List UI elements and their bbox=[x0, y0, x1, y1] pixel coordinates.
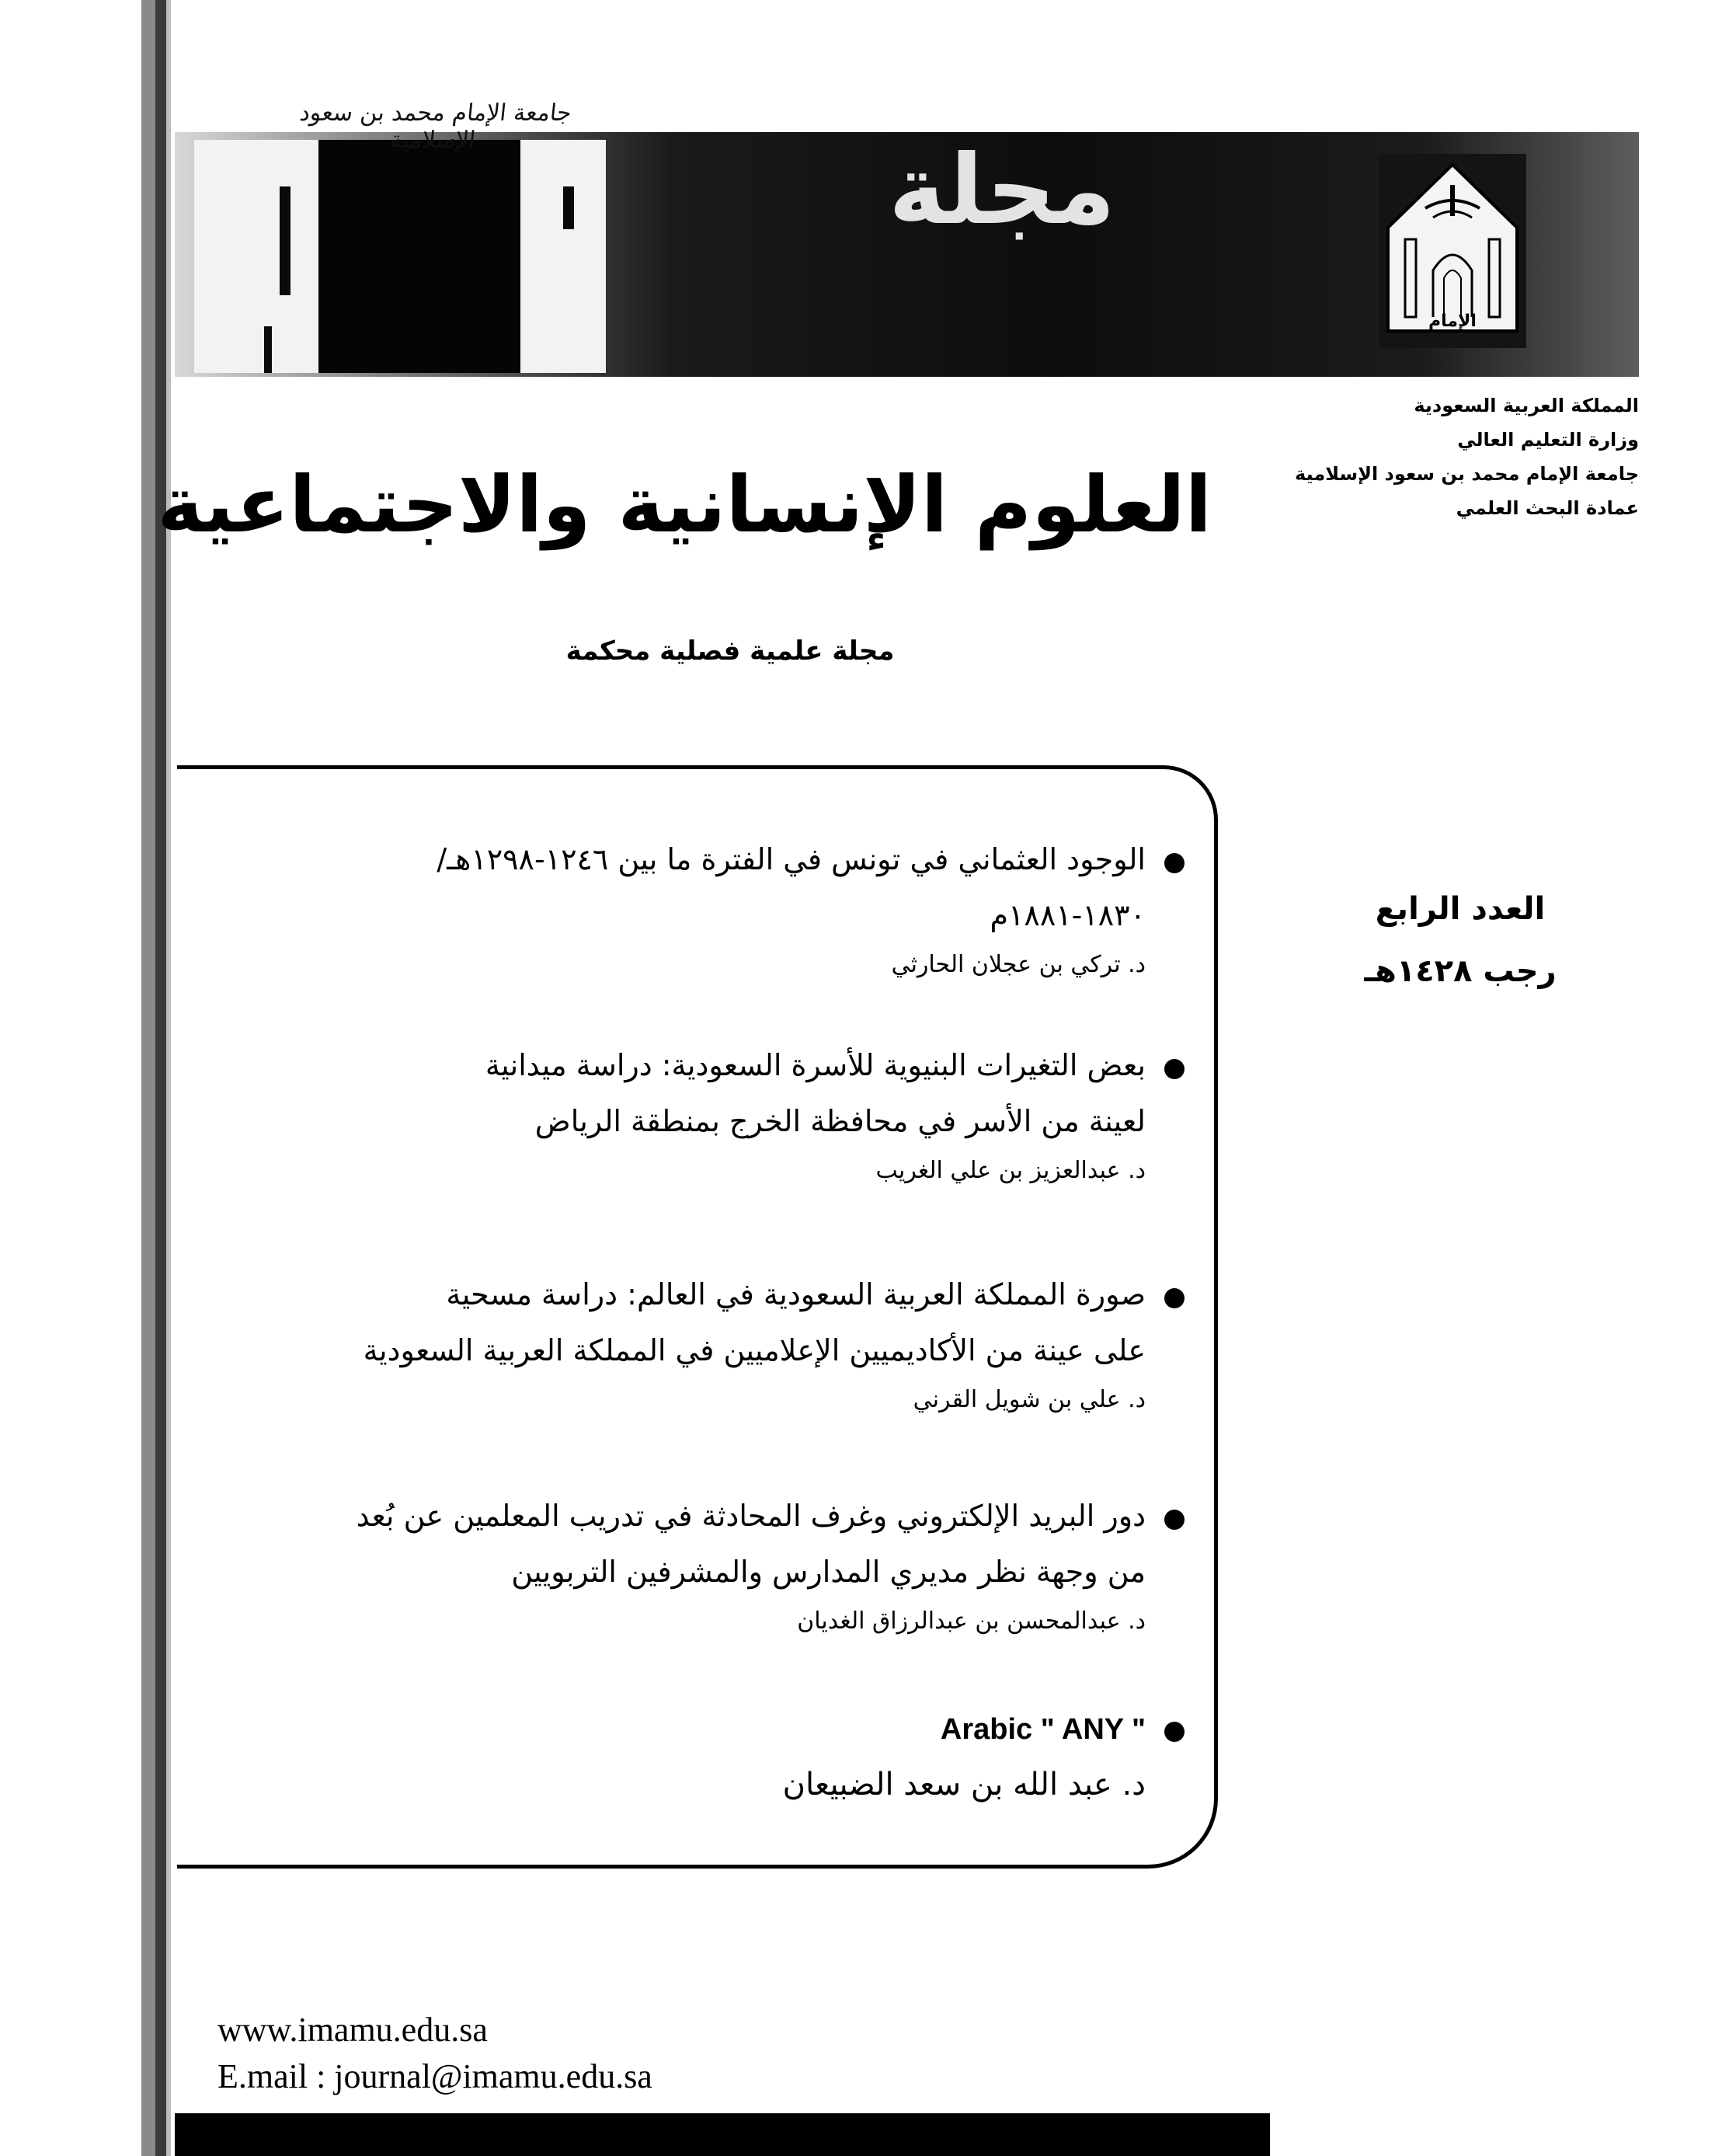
article-entry bbox=[210, 1488, 1185, 1643]
ministry-line: جامعة الإمام محمد بن سعود الإسلامية bbox=[1295, 463, 1639, 485]
bullet-icon bbox=[1164, 1059, 1185, 1079]
article-entry bbox=[210, 1266, 1185, 1422]
ministry-line: وزارة التعليم العالي bbox=[1457, 429, 1639, 451]
issue-number: العدد الرابع bbox=[1375, 891, 1546, 927]
article-author: د. علي بن شويل القرني bbox=[913, 1386, 1146, 1413]
journal-subtitle: مجلة علمية فصلية محكمة bbox=[565, 636, 895, 667]
bullet-icon bbox=[1164, 1288, 1185, 1308]
binding-edge bbox=[141, 0, 155, 2156]
article-title-line: لعينة من الأسر في محافظة الخرج بمنطقة الرياض bbox=[534, 1104, 1146, 1138]
website-url[interactable]: www.imamu.edu.sa bbox=[217, 2011, 488, 2049]
binding-edge-highlight bbox=[166, 0, 171, 2156]
article-entry bbox=[210, 1701, 1185, 1812]
journal-title: العلوم الإنسانية والاجتماعية bbox=[157, 459, 1212, 550]
article-title-line: ١٨٣٠-١٨٨١م bbox=[990, 898, 1146, 932]
article-title-line: بعض التغيرات البنيوية للأسرة السعودية: دراسة ميدانية bbox=[485, 1048, 1146, 1082]
building-photo-window bbox=[563, 186, 574, 229]
article-title-line: على عينة من الأكاديميين الإعلاميين في المملكة العربية السعودية bbox=[363, 1333, 1146, 1367]
contact-email[interactable]: E.mail : journal@imamu.edu.sa bbox=[217, 2057, 652, 2095]
ministry-line: عمادة البحث العلمي bbox=[1456, 497, 1639, 519]
ministry-line: المملكة العربية السعودية bbox=[1414, 395, 1639, 416]
article-author: د. عبدالعزيز بن علي الغريب bbox=[875, 1157, 1146, 1184]
issue-date: رجب ١٤٢٨هـ bbox=[1364, 953, 1557, 989]
article-author: د. عبدالمحسن بن عبدالرزاق الغديان bbox=[797, 1607, 1146, 1635]
article-entry bbox=[210, 1037, 1185, 1193]
magazine-word: مجلة bbox=[889, 134, 1115, 246]
footer-bar bbox=[175, 2113, 1270, 2156]
building-photo-window bbox=[280, 186, 290, 295]
university-calligraphy: جامعة الإمام محمد بن سعود الإسلامية bbox=[298, 99, 573, 154]
building-photo-entrance bbox=[318, 140, 520, 373]
article-title-line: الوجود العثماني في تونس في الفترة ما بين ١٢٤٦-١٢٩٨هـ/ bbox=[437, 842, 1146, 876]
article-author: د. تركي بن عجلان الحارثي bbox=[891, 951, 1146, 978]
article-author: د. عبد الله بن سعد الضبيعان bbox=[782, 1767, 1146, 1802]
ministry-block bbox=[1258, 388, 1639, 525]
article-title-line: من وجهة نظر مديري المدارس والمشرفين التربويين bbox=[511, 1555, 1146, 1589]
article-title-line: Arabic " ANY " bbox=[940, 1713, 1146, 1746]
article-title-line: صورة المملكة العربية السعودية في العالم: دراسة مسحية bbox=[446, 1277, 1146, 1311]
bullet-icon bbox=[1164, 1722, 1185, 1742]
article-title-line: دور البريد الإلكتروني وغرف المحادثة في تدريب المعلمين عن بُعد bbox=[356, 1499, 1146, 1533]
article-entry bbox=[210, 831, 1185, 987]
binding-edge-shadow bbox=[155, 0, 166, 2156]
bullet-icon bbox=[1164, 853, 1185, 873]
bullet-icon bbox=[1164, 1510, 1185, 1530]
svg-text:الإمام: الإمام bbox=[1428, 312, 1477, 331]
building-photo-post bbox=[264, 326, 272, 373]
university-emblem-icon bbox=[1379, 154, 1526, 348]
